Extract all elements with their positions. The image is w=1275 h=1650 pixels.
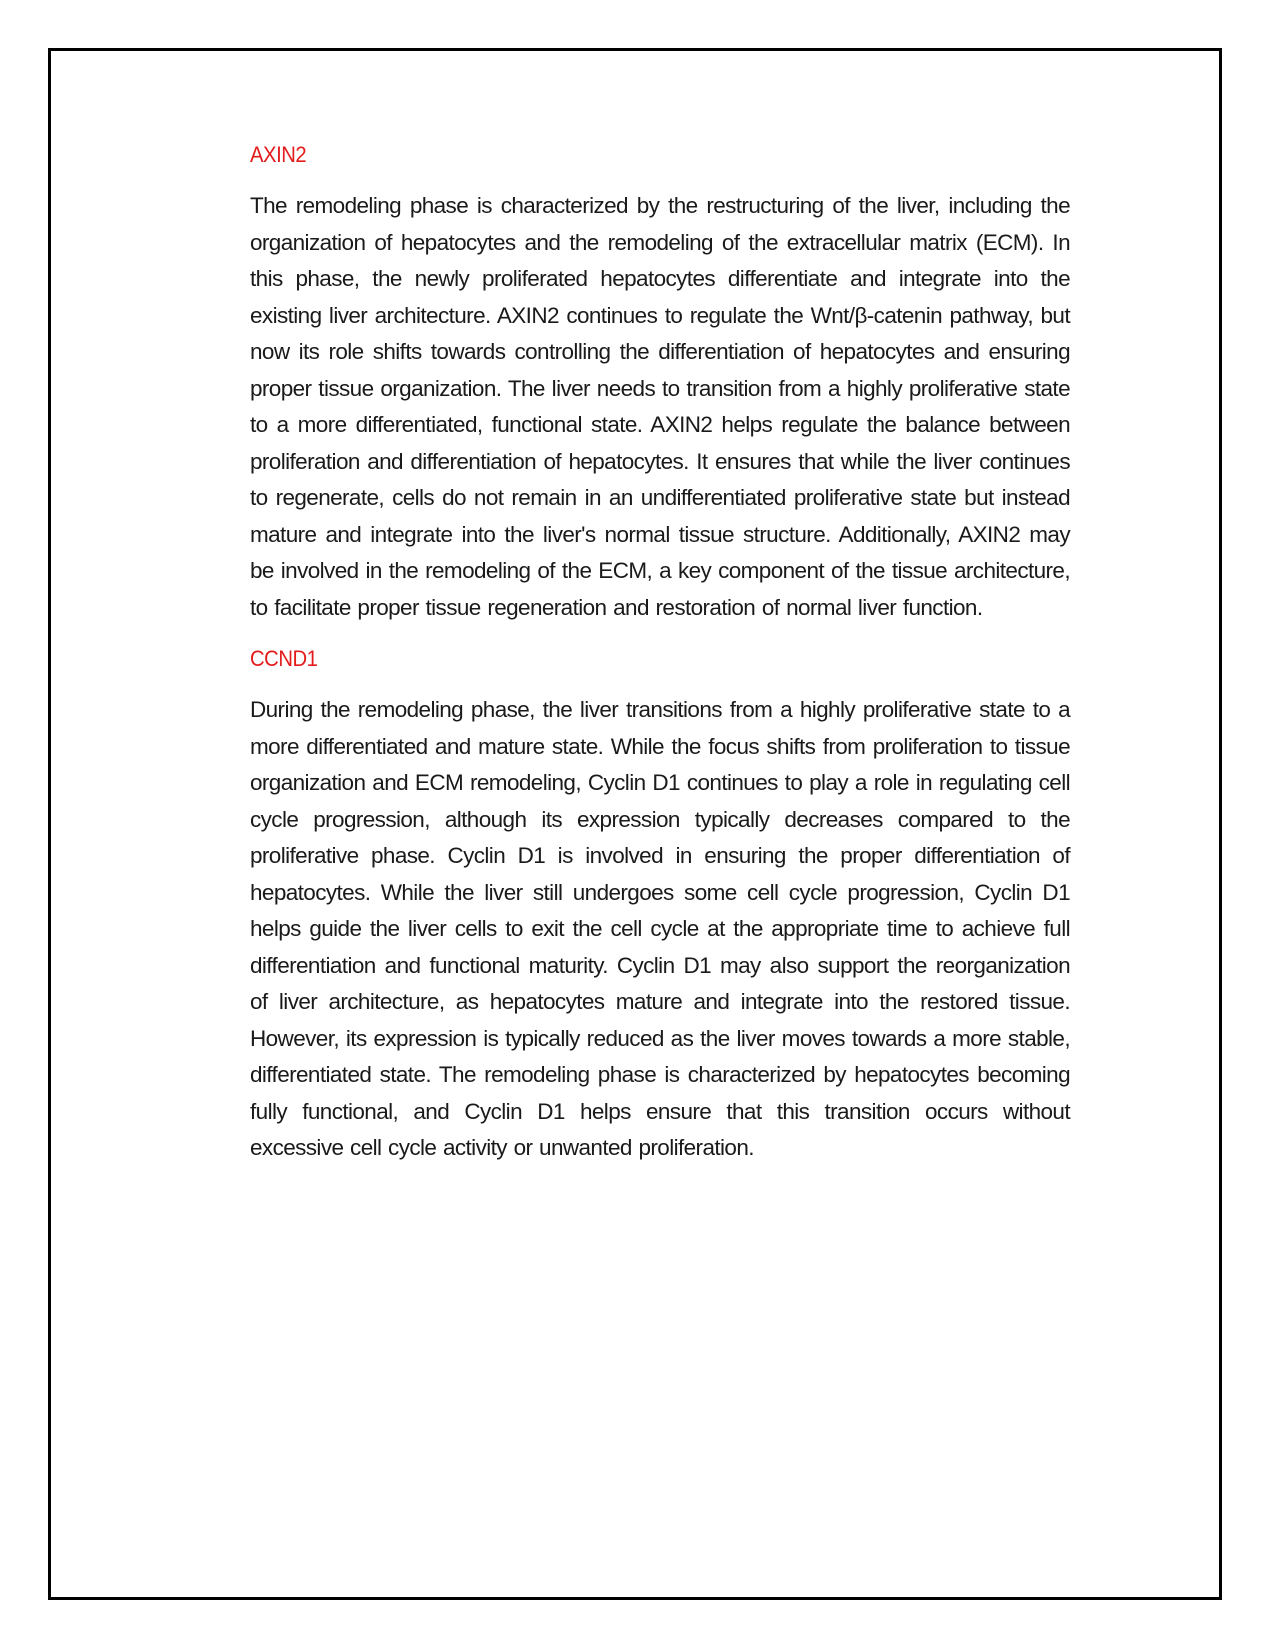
document-content xyxy=(250,140,1070,1185)
section-heading: AXIN2 xyxy=(250,142,307,167)
section-heading: CCND1 xyxy=(250,646,318,671)
section-ccnd1 xyxy=(250,644,1070,1167)
section-axin2 xyxy=(250,140,1070,626)
section-paragraph: During the remodeling phase, the liver transitions from a highly proliferative state to a more differentiated and mature state. While the focus shifts from proliferation to tissue organization and ECM remodeling, Cyclin D1 continues to play a role in regulating cell cycle progression, although its expression typically decreases compared to the proliferative phase. Cyclin D1 is involved in ensuring the proper differentiation of hepatocytes. While the liver still undergoes some cell cycle progression, Cyclin D1 helps guide the liver cells to exit the cell cycle at the appropriate time to achieve full differentiation and functional maturity. Cyclin D1 may also support the reorganization of liver architecture, as hepatocytes mature and integrate into the restored tissue. However, its expression is typically reduced as the liver moves towards a more stable, differentiated state. The remodeling phase is characterized by hepatocytes becoming fully functional, and Cyclin D1 helps ensure that this transition occurs without excessive cell cycle activity or unwanted proliferation. xyxy=(250,697,1070,1160)
section-paragraph: The remodeling phase is characterized by the restructuring of the liver, including the organization of hepatocytes and the remodeling of the extracellular matrix (ECM). In this phase, the newly proliferated hepatocytes differentiate and integrate into the existing liver architecture. AXIN2 continues to regulate the Wnt/β-catenin pathway, but now its role shifts towards controlling the differentiation of hepatocytes and ensuring proper tissue organization. The liver needs to transition from a highly proliferative state to a more differentiated, functional state. AXIN2 helps regulate the balance between proliferation and differentiation of hepatocytes. It ensures that while the liver continues to regenerate, cells do not remain in an undifferentiated proliferative state but instead mature and integrate into the liver's normal tissue structure. Additionally, AXIN2 may be involved in the remodeling of the ECM, a key component of the tissue architecture, to facilitate proper tissue regeneration and restoration of normal liver function. xyxy=(250,193,1070,620)
